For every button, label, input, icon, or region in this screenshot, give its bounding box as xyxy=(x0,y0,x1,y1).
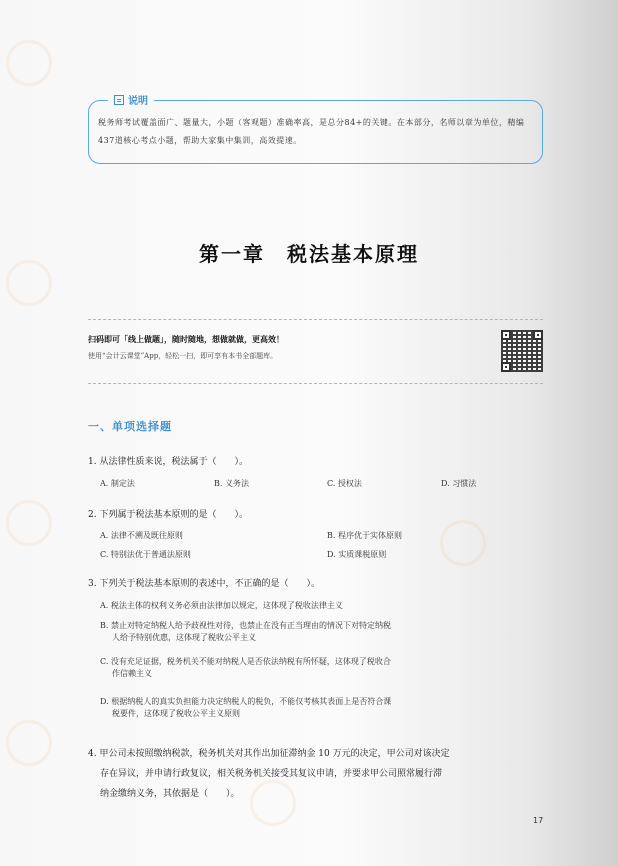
option: C. 特别法优于普通法原则 xyxy=(100,550,191,559)
option: D. 实质课税原则 xyxy=(327,550,387,559)
info-box-text: 税务师考试覆盖面广、题量大，小题（客观题）准确率高，是总分84+的关键。在本部分，名师以章为单位，精编437道核心考点小题，帮助大家集中集训，高效提速。 xyxy=(98,118,525,145)
page-number: 17 xyxy=(533,816,544,825)
section-title: 一、单项选择题 xyxy=(88,420,172,433)
chapter-title xyxy=(0,238,618,267)
question-1 xyxy=(88,455,543,469)
scan-subline: 使用“会计云课堂”App，轻松一扫，即可享有本书全部题库。 xyxy=(88,352,278,360)
question-stem: 3. 下列关于税法基本原则的表述中，不正确的是（ ）。 xyxy=(88,579,320,589)
option-text-cont: 作信赖主义 xyxy=(112,669,152,678)
question-stem-line: 存在异议，并申请行政复议，相关税务机关接受其复议申请，并要求甲公司照常履行滞 xyxy=(100,769,443,779)
option-text: C. 没有充足证据，税务机关不能对纳税人是否依法纳税有所怀疑，这体现了税收合 xyxy=(100,657,391,666)
watermark-logo xyxy=(6,720,52,766)
info-box-title: 说明 xyxy=(128,96,148,107)
option-text: A. 税法主体的权利义务必须由法律加以规定，这体现了税收法律主义 xyxy=(100,601,343,610)
option xyxy=(100,696,545,720)
question-4 xyxy=(88,744,543,804)
option xyxy=(100,620,545,644)
option xyxy=(100,600,545,612)
divider xyxy=(88,319,543,320)
question-2 xyxy=(88,508,543,522)
divider xyxy=(88,383,543,384)
option-text: D. 根据纳税人的真实负担能力决定纳税人的税负，不能仅考核其表面上是否符合课 xyxy=(100,697,392,706)
info-box-header xyxy=(108,92,154,107)
option-text-cont: 税要件，这体现了税收公平主义原则 xyxy=(112,709,240,718)
option: A. 制定法 xyxy=(100,479,135,488)
watermark-logo xyxy=(440,520,486,566)
note-icon xyxy=(114,95,124,105)
question-stem: 1. 从法律性质来说，税法属于（ ）。 xyxy=(88,457,248,467)
option: B. 义务法 xyxy=(214,479,249,488)
option-text-cont: 人给予特别优惠，这体现了税收公平主义 xyxy=(112,633,256,642)
question-3 xyxy=(88,577,543,591)
qr-code[interactable] xyxy=(501,330,543,372)
chapter-number: 第一章 xyxy=(199,242,265,266)
option xyxy=(100,656,545,680)
watermark-logo xyxy=(6,500,52,546)
question-stem-line: 4. 甲公司未按照缴纳税款，税务机关对其作出加征滞纳金 10 万元的决定，甲公司对该决定 xyxy=(88,749,450,759)
option: A. 法律不溯及既往原则 xyxy=(100,531,183,540)
question-stem-line: 纳金缴纳义务，其依据是（ ）。 xyxy=(100,789,240,799)
option-text: B. 禁止对特定纳税人给予歧视性对待，也禁止在没有正当理由的情况下对特定纳税 xyxy=(100,621,391,630)
option: C. 授权法 xyxy=(327,479,362,488)
option: D. 习惯法 xyxy=(441,479,477,488)
watermark-logo xyxy=(6,40,52,86)
scan-headline: 扫码即可「线上做题」，随时随地，想做就做，更高效！ xyxy=(88,334,284,344)
chapter-name: 税法基本原理 xyxy=(287,242,419,266)
option: B. 程序优于实体原则 xyxy=(327,531,402,540)
question-stem: 2. 下列属于税法基本原则的是（ ）。 xyxy=(88,510,248,520)
